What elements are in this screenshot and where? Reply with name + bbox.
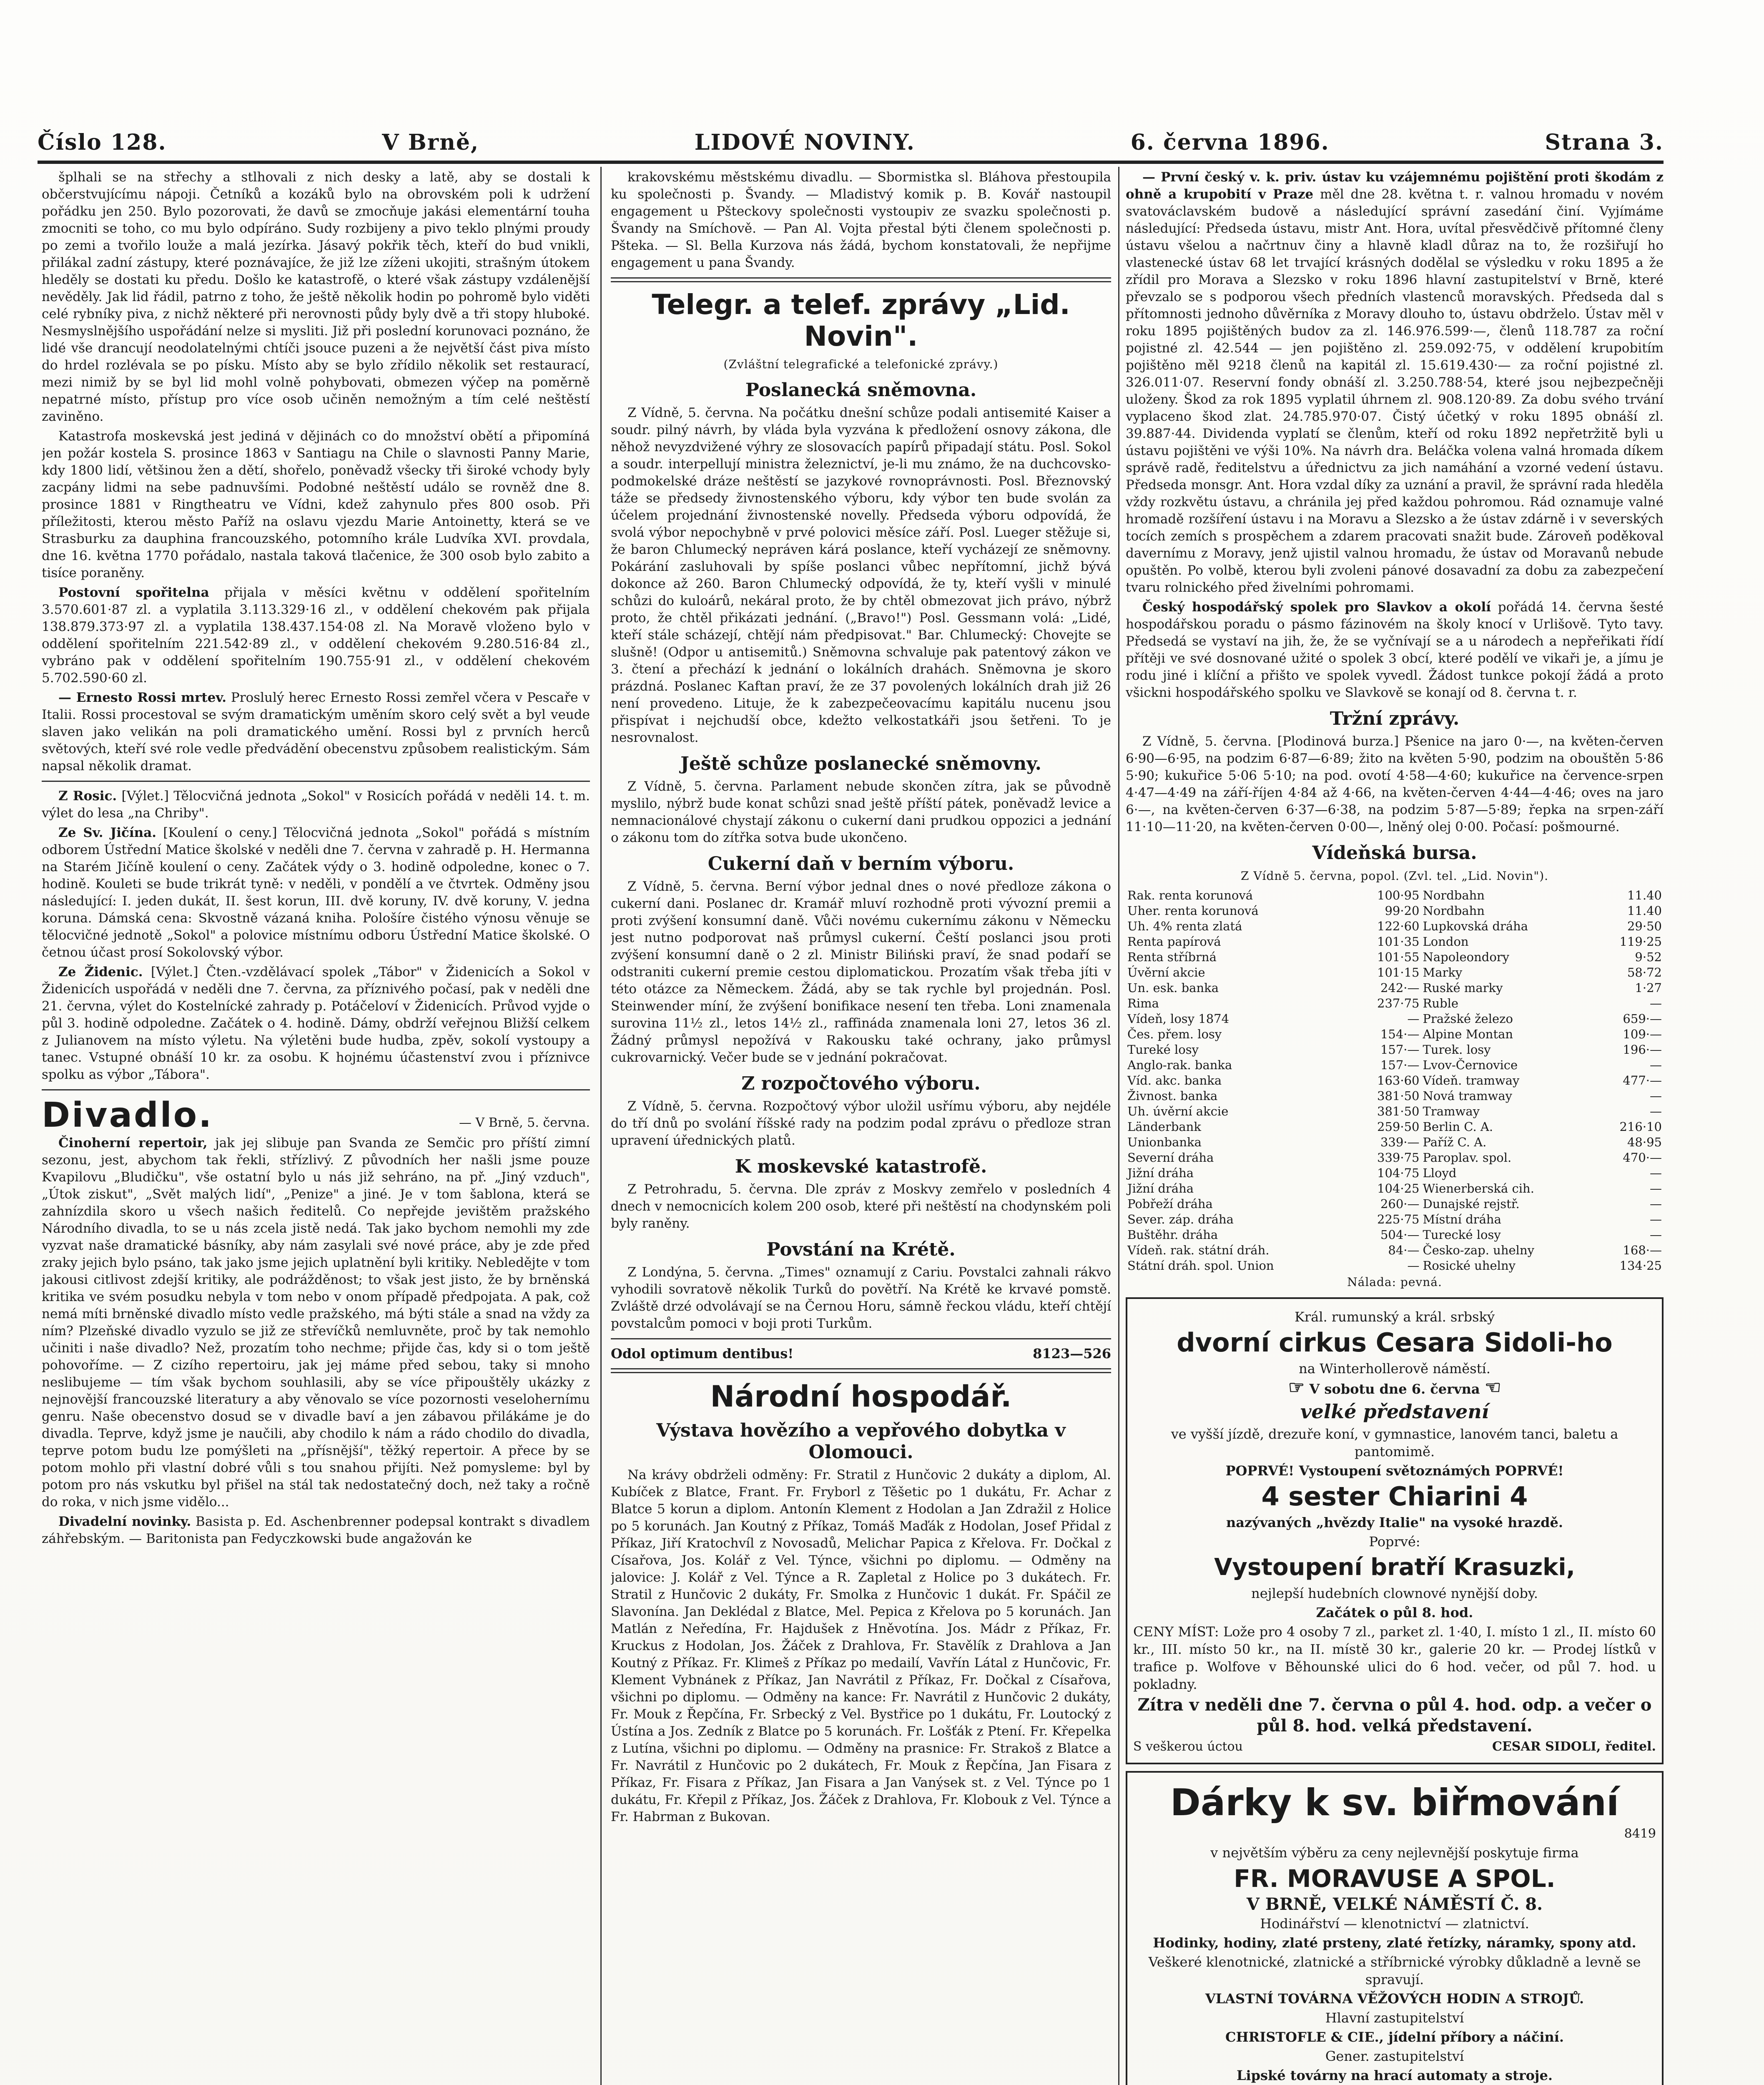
- bursa-security: Berlin C. A.: [1423, 1120, 1493, 1134]
- ad-line: V BRNĚ, VELKÉ NÁMĚSTÍ Č. 8.: [1246, 1894, 1543, 1914]
- news-title: Činoherní repertoir,: [58, 1135, 208, 1151]
- news-item: Ze Sv. Jičína. [Koulení o ceny.] Tělocvičná jednota „Sokol" pořádá s místním odborem Ústřední Matice školské v neděli dne 7. června v zahradě p. H. Hermanna na Starém Jičíně koulení o ceny. Začátek výdy o 3. hodině odpoledne, konec o 7. hodině. Kouleti se bude trikrát tyně: v neděli, v pondělí a ve čtvrtek. Odměny jsou následující: I. jeden dukát, II. šest korun, III. dvě koruny, IV. dvě koruny, V. jedna koruna. Dámská cena: Skvostně vázaná kniha. Pološíre čistého výnosu věnuje se tělocvičné jednotě „Sokol" a polovice místnímu odboru Ústřední Matice školské. O četnou účast prosí Sokolovský výbor.: [42, 825, 590, 960]
- bursa-price: 109·—: [1623, 1027, 1662, 1041]
- column-divider: [1118, 167, 1119, 2085]
- bursa-security: Sever. záp. dráha: [1127, 1212, 1234, 1226]
- ad-line: Král. rumunský a král. srbský: [1294, 1309, 1495, 1325]
- article-title: Povstání na Krétě.: [766, 1239, 956, 1260]
- divider: [611, 1368, 1111, 1373]
- ad-headline: velké představení: [1300, 1400, 1489, 1423]
- ad-line: CHRISTOFLE & CIE., jídelní příbory a náčiní.: [1225, 2029, 1564, 2045]
- bursa-security: Renta papírová: [1127, 934, 1221, 949]
- ad-line: Zítra v neděli dne 7. června o půl 4. hod. odp. a večer o půl 8. hod. velká představení.: [1137, 1695, 1652, 1736]
- ad-line: VLASTNÍ TOVÁRNA VĚŽOVÝCH HODIN A STROJŮ.: [1205, 1991, 1584, 2007]
- bursa-security: Pražské železo: [1423, 1012, 1513, 1026]
- article-text: Z Vídně, 5. června. Na počátku dnešní schůze podali antisemité Kaiser a soudr. pilný návrh, by vláda byla vyzvána k předložení osnovy zákona, dle něhož nevyzdvižené výhry ze slosovacích papírů připadají státu. Posl. Sokol a soudr. interpellují ministra železnictví, je-li mu známo, že na duchcovsko-podmokelské dráze neštěstí se jazykové rovnoprávnosti. Posl. Březnovský táže se předsedy živnostenského výboru, kdy výbor ten bude svolán za účelem projednání živnostenské novelly. Předseda výboru odpovídá, že svolá výbor nepochybně v prvé polovici měsíce září. Posl. Lueger stěžuje si, že baron Chlumecký nepráven kárá poslance, kteří vycházejí ze sněmovny. Pokárání zasluhovali by spíše poslanci vůbec nepřítomní, jichž bývá dokonce až 260. Baron Chlumecký odpovídá, že ty, kteří vyšli v minulé schůzi do kuloárů, nekáral proto, že by chtěl obmezovat jich právo, nýbrž proto, že chtěl přikázati jednání. („Bravo!") Posl. Gessmann volá: „Lidé, kteří stále scházejí, chtějí nám předpisovat." Bar. Chlumecký: Chovejte se slušně! (Odpor u antisemitů.) Sněmovna schvaluje pak patentový zákon ve 3. čtení a přechází k jednání o lokálních drahách. Sněmovna je skoro prázdná. Poslanec Kaftan praví, že ze 37 povolených lokálních drah již 26 není provedeno. Lituje, že k zabezpečeovacímu kapitálu nucenu jsou přispívat i nejchudší obce, kdežto velkostatkáři jsou šetřeni. To je nesrovnalost.: [611, 405, 1111, 745]
- bursa-price: —: [1650, 1197, 1662, 1211]
- article-title: K moskevské katastrofě.: [735, 1156, 987, 1177]
- bursa-price: 225·75: [1377, 1212, 1420, 1226]
- bursa-security: Ruble: [1423, 996, 1459, 1010]
- bursa-price: —: [1650, 1104, 1662, 1118]
- news-title: — První český v. k. priv. ústav ku vzájemnému pojištění proti škodám z ohně a krupobití v Praze: [1126, 170, 1664, 202]
- divider: [611, 277, 1111, 282]
- bursa-price: 659·—: [1623, 1012, 1662, 1026]
- article-text: Z Vídně, 5. června. Rozpočtový výbor uložil usřímu výboru, aby nejdéle do tří dnů po svolání říšské rady na podzim podal zprávu o předloze stran upravení úřednických platů.: [611, 1099, 1111, 1148]
- bursa-security: Rosické uhelny: [1423, 1259, 1516, 1273]
- bursa-price: —: [1650, 1228, 1662, 1242]
- bursa-price: 134·25: [1619, 1259, 1662, 1273]
- divider: [42, 781, 590, 782]
- article-title: Z rozpočtového výboru.: [741, 1073, 981, 1094]
- bursa-price: 101·55: [1377, 950, 1420, 964]
- section-title: Národní hospodář.: [710, 1379, 1012, 1414]
- bursa-security: Víd. akc. banka: [1127, 1073, 1222, 1088]
- ad-line: Gener. zastupitelství: [1325, 2048, 1464, 2064]
- news-item: Český hospodářský spolek pro Slavkov a okolí pořádá 14. června šesté hospodářskou poradu o pásmo fázinovém na školy knocí v Urlišově. Tyto tavy. Předsedá se vystaví na jih, že, že se vyčnívají se a u národech a nepřeřikati řídí přítěji ve své dosnované užité o spolek 3 obcí, které podělí ve vikaři je, a jímu je rodu jiné i klíční a přišto ve spolek vyvedl. Žádost tunkce pokojí žádá a proto všickni hospodářského spolku ve Slavkově se konají od 8. června t. r.: [1126, 600, 1664, 700]
- issue-date: 6. června 1896.: [1130, 129, 1330, 155]
- bursa-security: Vídeň, losy 1874: [1127, 1012, 1230, 1026]
- bursa-price: 104·75: [1377, 1166, 1420, 1180]
- bursa-price: 381·50: [1377, 1104, 1420, 1118]
- circus-advertisement: [1126, 1297, 1664, 1764]
- bursa-security: Napoleondory: [1423, 950, 1510, 964]
- bursa-price: 242·—: [1380, 981, 1420, 995]
- bursa-price: 84·—: [1388, 1243, 1420, 1257]
- bursa-row: [1126, 965, 1664, 980]
- bursa-row: [1126, 980, 1664, 996]
- bursa-price: 259·50: [1377, 1120, 1420, 1134]
- ad-headline: dvorní cirkus Cesara Sidoli-ho: [1177, 1327, 1613, 1358]
- bursa-price: 339·—: [1380, 1135, 1420, 1149]
- bursa-price: 9·52: [1635, 950, 1662, 964]
- bursa-price: 168·—: [1623, 1243, 1662, 1257]
- news-item: Z Rosic. [Výlet.] Tělocvičná jednota „Sokol" v Rosicích pořádá v neděli 14. t. m. výlet do lesa „na Chriby".: [42, 789, 590, 821]
- bursa-security: Turek. losy: [1423, 1042, 1491, 1057]
- bursa-security: Uh. 4% renta zlatá: [1127, 919, 1242, 933]
- ad-signature: S veškerou úctou CESAR SIDOLI, ředitel.: [1133, 1739, 1656, 1754]
- ad-headline: 4 sester Chiarini 4: [1261, 1481, 1528, 1512]
- bursa-price: 99·20: [1385, 904, 1420, 918]
- news-title: Z Rosic.: [58, 789, 117, 804]
- header-place: V Brně,: [382, 129, 479, 155]
- pointing-hand-icon: ☞: [1288, 1377, 1305, 1398]
- bursa-price: 157·—: [1380, 1058, 1420, 1072]
- odol-ad: [611, 1345, 1111, 1362]
- bursa-row: [1126, 1119, 1664, 1135]
- news-title: Český hospodářský spolek pro Slavkov a okolí: [1142, 600, 1491, 615]
- article-title: Poslanecká sněmovna.: [745, 379, 977, 401]
- article-title: Cukerní daň v berním výboru.: [708, 853, 1014, 874]
- news-title: Divadelní novinky.: [58, 1514, 191, 1529]
- bursa-security: Jižní dráha: [1127, 1166, 1194, 1180]
- bursa-security: Ruské marky: [1423, 981, 1503, 995]
- bursa-security: Rak. renta korunová: [1127, 888, 1253, 902]
- divider: [42, 1089, 590, 1090]
- bursa-price: 11.40: [1627, 904, 1662, 918]
- ad-line: Poprvé:: [1369, 1534, 1420, 1550]
- section-subtitle: (Zvláštní telegrafické a telefonické zprávy.): [723, 357, 999, 371]
- bursa-security: Nová tramway: [1423, 1089, 1513, 1103]
- bursa-row: [1126, 903, 1664, 919]
- bursa-security: Buštěhr. dráha: [1127, 1228, 1218, 1242]
- bursa-price: 104·25: [1377, 1181, 1420, 1196]
- bursa-security: Renta stříbrná: [1127, 950, 1217, 964]
- bursa-security: Vídeň. rak. státní dráh.: [1127, 1243, 1270, 1257]
- ad-number: 8419: [1624, 1826, 1656, 1841]
- bursa-security: Státní dráh. spol. Union: [1127, 1259, 1274, 1273]
- bursa-security: Tureké losy: [1127, 1042, 1199, 1057]
- bursa-mood: Nálada: pevná.: [1347, 1275, 1442, 1289]
- bursa-row: [1126, 950, 1664, 965]
- news-title: Ze Židenic.: [58, 965, 143, 980]
- bursa-price: 196·—: [1623, 1042, 1662, 1057]
- news-item: — Ernesto Rossi mrtev. Proslulý herec Ernesto Rossi zemřel včera v Pescaře v Italii. Rossi procestoval se svým dramatickým uměním skoro celý svět a byl veude slaven jako velikán na poli dramatického umění. Rossi byl z prvních herců světových, kteří své role vedle předvádění obecenstvu způsobem realistickým. Sám napsal několik dramat.: [42, 690, 590, 774]
- article-title: Výstava hovězího a vepřového dobytka v Olomouci.: [656, 1420, 1066, 1463]
- bursa-row: [1126, 1011, 1664, 1027]
- odol-number: 8123—526: [1033, 1346, 1111, 1362]
- bursa-security: Wienerberská cih.: [1423, 1181, 1534, 1196]
- news-item: — První český v. k. priv. ústav ku vzájemnému pojištění proti škodám z ohně a krupobití v Praze měl dne 28. května t. r. valnou hromadu v novém svatováclavském budově a následující správní zasedání činí. Vyjímáme následující: Předseda ústavu, mistr Ant. Hora, uvítal přesvědčivě přítomné členy ústavu všelou a načrtnuv činy a hlavně kladl důraz na to, že rozšiřují ho vlastenecké ústav 68 let trvající krásných dodělal se výsledku v roku 1895 a že zřídil pro Morava a Slezsko v roku 1896 hlavní zastupitelství v Brně, které převzalo se s podporou všech předních vlastenců moravských. Předseda dal s přítomnosti jednoho důvěrníka z Moravy dlouho to, ústavu obdrželo. Ústav měl v roku 1895 pojištěných budov za zl. 146.976.599·—, členů 118.787 za roční pojistné zl. 42.544 — jen pojištěno zl. 259.092·75, v oddělení krupobitím pojištěno měl 9218 členů na kapitál zl. 15.619.430·— za roční pojistné zl. 326.011·07. Reservní fondy obnáší zl. 3.250.788·54, které jsou nejbezpečněji uloženy. Škod za rok 1895 vyplatil úhrnem zl. 908.120·89. Za dobu svého trvání vyplaceno škod zlat. 24.785.970·07. Čistý účetký v roku 1895 obnáší zl. 39.887·44. Dividenda vyplatí se členům, kteří od roku 1892 nepřetržitě byli u ústavu pojištěni ve výši 10%. Na návrh dra. Beláčka volena valná hromada díkem správě radě, ředitelstvu a úřednictvu za jich namáhání a vzorné vedení ústavu. Předseda monsgr. Ant. Hora vzdal díky za uznání a pravil, že správní rada hleděla vždy rozkvětu ústavu, a chránila jej před každou pohromou. Rád oznamuje valné hromadě rozšíření ústavu i na Moravu a Slezsko a že ústav zdárně i v severských tocích zemích s prospěchem a zdarem pracovati snažit bude. Zároveň poděkoval davernímu z Moravy, jenž ujistil valnou hromadu, že ústav od Moravanů nebude opuštěn. Po volbě, kterou byli zvoleni pánové dosavadní za dobu za zabezpečení tvaru rolnického před živelními pohromami.: [1126, 170, 1664, 595]
- bursa-row: [1126, 1150, 1664, 1166]
- article-text: Na krávy obdrželi odměny: Fr. Stratil z Hunčovic 2 dukáty a diplom, Al. Kubíček z Blatce, Frant. Fr. Fryborl z Těšetic po 1 dukátu, Fr. Achar z Blatce 5 korun a diplom. Antonín Klement z Hodolan a Jan Zdražil z Holice po 5 korunách. Jan Koutný z Příkaz, Tomáš Maďák z Hodolan, Josef Přidal z Příkaz, Jiří Kratochvíl z Novosadů, Melichar Papica z Křelova. Fr. Dočkal z Císařova, Jos. Kolář z Vel. Týnce, všichni po diplomu. — Odměny na jalovice: J. Kolář z Vel. Týnce a R. Zapletal z Holice po 3 dukátech. Fr. Stratil z Hunčovic 2 dukáty, Fr. Smolka z Hunčovic 1 dukát. Fr. Spáčil ze Slavonína. Jan Deklédal z Blatce, Mel. Pepica z Křelova po 5 korunách. Jan Matlán z Neředína, Fr. Hajdušek z Hněvotína. Jos. Mádr z Příkaz, Fr. Kruckus z Hodolan, Jos. Žáček z Drahlova, Fr. Stavělík z Drahlova a Jan Koutný z Příkaz. Fr. Klimeš z Příkaz po medailí, Vavřín Látal z Hunčovic, Fr. Klement Vybnánek z Příkaz, Jan Navrátil z Příkaz, Fr. Dočkal z Císařova, všichni po diplomu. — Odměny na kance: Fr. Navrátil z Hunčovic 2 dukáty, Fr. Mouk z Řepčína, Fr. Srbecký z Vel. Bystřice po 1 dukátu, Fr. Loutocký z Ústína a Jos. Zedník z Blatce po 5 korunách. Fr. Lošťák z Ptení. Fr. Křepelka z Lutína, všichni po diplomu. — Odměny na prasnice: Fr. Strakoš z Blatce a Fr. Navrátil z Hunčovic po 2 dukátech, Fr. Mouk z Řepčína, Jan Fisara z Příkaz, Fr. Fisara z Příkaz, Jan Fisara a Jan Vanýsek st. z Vel. Týnce po 1 dukátu, Fr. Křepil z Příkaz, Jos. Žáček z Drahlova, Fr. Klobouk z Vel. Týnce a Fr. Habrman z Bukovan.: [611, 1467, 1111, 1824]
- ad-line: Veškeré klenotnické, zlatnické a stříbrnické výrobky důkladně a levně se spravují.: [1148, 1954, 1641, 1987]
- bursa-price: 101·35: [1377, 934, 1420, 949]
- bursa-security: Úvěrní akcie: [1127, 965, 1205, 980]
- newspaper-name: LIDOVÉ NOVINY.: [694, 129, 915, 155]
- bursa-security: Länderbank: [1127, 1120, 1201, 1134]
- ad-headline: Dárky k sv. biřmování: [1170, 1781, 1619, 1824]
- issue-number: Číslo 128.: [38, 129, 167, 155]
- article-text: šplhali se na střechy a stlhovali z nich desky a latě, aby se dostali k občerstvujícímu nápoji. Četníků a kozáků bylo na obrovském poli k udržení pořádku jen 250. Bylo pozorovati, že davů se zmocňuje jakási elementární touha zmocniti se toho, co mu bylo odpíráno. Sudy rozbijeny a pivo teklo plnými proudy po zemi a tvořilo louže a malá jezírka. Jásavý pokřik těch, kteří do bud vnikli, přilákal zadní zástupy, které poznávajíce, že již lze zíženi ukojiti, strašným útokem hleděly se dostati ku předu. Došlo ke katastrofě, o které však zástupy vzdálenější nevěděly. Jak lid řádil, patrno z toho, že ještě několik hodin po pohromě bylo viděti celé rybníky piva, z nichž některé při nerovnosti půdy byly dvě a tři stopy hluboké. Nesmyslnějšího uspořádání nelze si mysliti. Již při poslední korunovaci poznáno, že lidé vše drancují neodolatelnými chtíči jsouce puzeni a že největší část piva místo do hrdel rozlévala se po písku. Místo aby se bylo zřídilo několik set restaurací, mezi nimiž by se byl lid mohl volně pohybovati, obmezen výčep na poměrně nepatrné místo, přístup pro více osob učiněn nemožným a tím celé neštěstí zaviněno.: [42, 170, 590, 424]
- ad-line: ve vyšší jízdě, drezuře koní, v gymnastice, lanovém tanci, baletu a pantomimě.: [1171, 1426, 1618, 1460]
- bursa-row: [1126, 1181, 1664, 1196]
- section-header: [42, 1096, 590, 1135]
- article-title: Vídeňská bursa.: [1312, 842, 1477, 864]
- header-rule: [38, 161, 1664, 164]
- article-text: Z Petrohradu, 5. června. Dle zpráv z Moskvy zemřelo v posledních 4 dnech v nemocnicích kolem 200 osob, které při neštěstí na chodynském poli byly raněny.: [611, 1182, 1111, 1231]
- bursa-security: Nordbahn: [1423, 904, 1485, 918]
- page-number: Strana 3.: [1545, 129, 1664, 155]
- jewelry-advertisement: [1126, 1771, 1664, 2085]
- ad-line: POPRVÉ! Vystoupení světoznámých POPRVÉ!: [1225, 1463, 1564, 1479]
- news-title: — Ernesto Rossi mrtev.: [58, 690, 227, 705]
- bursa-price: —: [1650, 1058, 1662, 1072]
- bursa-row: [1126, 996, 1664, 1011]
- article-text: Z Vídně, 5. června. [Plodinová burza.] Pšenice na jaro 0·—, na květen-červen 6·90—6·95, na podzim 6·87—6·89; žito na květen 5·90, podzim na obouštěn 5·86 5·90; kukuřice 5·06 5·10; na pod. ovotí 4·58—4·60; kukuřice na července-srpen 4·47—4·49 na září-říjen 4·84 až 4·66, na květen-červen 4·44—4·46; oves na jaro 6·—, na květen-červen 6·37—6·38, na podzim 5·87—5·89; řepka na srpen-září 11·10—11·20, na květen-červen 0·00—, lněný olej 0·00. Počasí: pošmourné.: [1126, 734, 1664, 834]
- column-divider: [600, 167, 602, 2085]
- ad-line: na Winterhollerově náměstí.: [1299, 1361, 1490, 1377]
- bursa-security: Lvov-Černovice: [1423, 1058, 1518, 1072]
- news-item: Postovní spořitelna přijala v měsíci květnu v oddělení spořitelním 3.570.601·87 zl. a vyplatila 3.113.329·16 zl., v oddělení chekovém pak přijala 138.879.373·97 zl. a vyplatila 138.437.154·08 zl. Na Moravě vloženo bylo v oddělení spořitelním 221.542·89 zl., v oddělení chekovém 9.280.516·84 zl., vybráno pak v oddělení spořitelním 190.755·91 zl., v oddělení chekovém 5.702.590·60 zl.: [42, 585, 590, 686]
- article-title: Tržní zprávy.: [1330, 708, 1460, 729]
- bursa-security: Un. esk. banka: [1127, 981, 1219, 995]
- bursa-row: [1126, 1027, 1664, 1042]
- bursa-row: [1126, 1227, 1664, 1243]
- article-text: Z Londýna, 5. června. „Times" oznamují z Cariu. Povstalci zahnali rákvo vyhodili sovratově několik Turků do povětří. Na Krétě ke krvavé pomstě. Zvláště drzé odvolávají se na Černou Horu, sámně řeckou vládu, kteří chtějí povstalcům pomoci v boji proti Turkům.: [611, 1265, 1111, 1331]
- divider: [611, 1338, 1111, 1339]
- bursa-security: Paroplav. spol.: [1423, 1151, 1512, 1165]
- bursa-price: 470·—: [1623, 1151, 1662, 1165]
- bursa-table: [1126, 888, 1664, 1274]
- pointing-hand-icon: ☞: [1484, 1377, 1501, 1398]
- ad-line: CENY MÍST: Lože pro 4 osoby 7 zl., parket zl. 1·40, I. místo 1 zl., II. místo 60 kr., III. místo 50 kr., na II. místě 30 kr., galerie 20 kr. — Prodej lístků v trafice p. Wolfove v Běhounské ulici do 6 hod. večer, od půl 7. hod. u pokladny.: [1133, 1624, 1656, 1692]
- bursa-security: London: [1423, 934, 1469, 949]
- ad-line: Hlavní zastupitelství: [1325, 2010, 1464, 2026]
- bursa-row: [1126, 1243, 1664, 1258]
- bursa-security: Dunajské rejstř.: [1423, 1197, 1520, 1211]
- bursa-price: —: [1407, 1259, 1420, 1273]
- bursa-security: Nordbahn: [1423, 888, 1485, 902]
- news-title: Ze Sv. Jičína.: [58, 825, 157, 840]
- bursa-security: Lupkovská dráha: [1423, 919, 1528, 933]
- bursa-security: Unionbanka: [1127, 1135, 1202, 1149]
- bursa-price: —: [1650, 1212, 1662, 1226]
- bursa-security: Pobřeží dráha: [1127, 1197, 1213, 1211]
- news-title: Postovní spořitelna: [58, 585, 209, 600]
- section-title: Divadlo.: [42, 1095, 213, 1135]
- bursa-row: [1126, 919, 1664, 934]
- ad-line: nazývaných „hvězdy Italie" na vysoké hrazdě.: [1226, 1515, 1563, 1530]
- bursa-price: —: [1650, 1089, 1662, 1103]
- bursa-price: 477·—: [1623, 1073, 1662, 1088]
- bursa-row: [1126, 1058, 1664, 1073]
- bursa-security: Jižní dráha: [1127, 1181, 1194, 1196]
- bursa-price: 101·15: [1377, 965, 1420, 980]
- news-item: Činoherní repertoir, jak jej slibuje pan Svanda ze Semčic pro příští zimní sezonu, jest, abychom tak řekli, střízlivý. Z původních her našli jsme pouze Kvapilovu „Bludičku", vše ostatní bylo u nás již sehráno, na př. „Jiný vzduch", „Útok ziskut", „Svět malých lidí", „Penize" a jiné. Je v tom šablona, která se zahnízdila skoro u všech našich ředitelů. Co nepřejde jevištěm pražského Národního divadla, to se u nás zcela jistě nedá. Tak jako bychom nemohli my zde vyzvat naše dramatické básníky, aby nám zasylali své nové práce, aby je zde před zraky jejich bylo psáno, tak jako jsme jejich uplatnění byli kritiky. Nebledějte v tom jakousi citlivost zdejší kritiky, ale podrážděnost; to však jest jisto, že by brněnská kritika ve svém posudku nebyla v tom nebo v onom případě předpojata. A pak, což nemá míti brněnské divadlo místo vedle pražského, má býti stále a snad na vždy za ním? Plzeňské divadlo vyzulo se již ze střevíčků nemluvněte, proč by tak nemohlo učiniti i naše divadlo? Než, prozatím toho nechme; přijde čas, kdy si o tom ještě pohovoříme. — Z cizího repertoiru, jak jej máme před sebou, taky si mnoho neslibujeme — tím však bychom souhlasili, aby se více připouštěly ukázky z nejnovější francouzské literatury a aby věnovalo se více pozornosti veselohernímu genru. Naše obecenstvo dosud se v divadle baví a jen zábavou přilákáme je do divadla. Teprve, když jsme je naučili, aby chodilo k nám a rádo chodilo do divadla, teprve potom budu lze pomýšleti na „přísnější", těžký repertoir. A přece by se potom mohlo při vlastní dobré vůli s tou snahou přijíti. Než pomysleme: byl by potom pro nás vskutku byl přišel na stál tak nedostatečný doch, než taky a ročně do roka, v nich jsme vidělo...: [42, 1135, 590, 1510]
- bursa-price: 154·—: [1380, 1027, 1420, 1041]
- bursa-row: [1126, 1104, 1664, 1119]
- article-text: Katastrofa moskevská jest jediná v dějinách co do množství obětí a připomíná jen požár kostela S. prosince 1863 v Santiagu na Chile o slavnosti Panny Marie, kdy 1800 lidí, většinou žen a dětí, shořelo, poněvadž všecky tři široké vchody byly zacpány lidmi na sebe padnuvšími. Podobné neštěstí událo se rovněž dne 8. prosince 1881 v Ringtheatru ve Vídni, kdež zahynulo přes 800 osob. Při příležitosti, kterou město Paříž na oslavu vjezdu Marie Antoinetty, která se ve Strasburku za dauphina francouzského, potomního krále Ludvíka XVI. provdala, dne 16. května 1770 pořádalo, nastala taková tlačenice, že 300 osob bylo zabito a tisíce poraněny.: [42, 429, 590, 580]
- bursa-security: Paříž C. A.: [1423, 1135, 1487, 1149]
- section-dateline: — V Brně, 5. června.: [459, 1115, 590, 1130]
- bursa-price: 100·95: [1377, 888, 1420, 902]
- bursa-price: 237·75: [1377, 996, 1420, 1010]
- ad-line: nejlepší hudebních clownové nynější doby.: [1251, 1585, 1538, 1601]
- bursa-row: [1126, 1042, 1664, 1058]
- bursa-price: 29·50: [1627, 919, 1662, 933]
- column-2: [611, 169, 1111, 2085]
- ad-line: Hodinky, hodiny, zlaté prsteny, zlaté řetízky, náramky, spony atd.: [1153, 1935, 1636, 1951]
- article-text: Z Vídně, 5. června. Berní výbor jednal dnes o nové předloze zákona o cukerní dani. Poslanec dr. Kramář mluví rozhodně proti vývozní premii a proti zvýšení konsumní daně. Vůči novému cukernímu zákonu v Německu jest nutno podporovat naš průmysl cukerní. Čeští poslanci jsou proti zvýšení konsumní daně o 2 zl. Ministr Biliński praví, že snad podaří se odstraniti cukerní premie cestou diplomatickou. Prozatím však třeba jíti v této otázce za Německem. Žádá, aby se tak rychle byl projednán. Posl. Steinwender míní, že zvýšení bonifikace nesení ten třeba. Loni znamenala surovina 11½ zl., letos 14½ zl., raffináda znamenala loni 27, letos 36 zl. Žádný průmysl nepožívá v Rakousku také ochrany, jako průmysl cukrovarnický. Večer bude se v jednání pokračovat.: [611, 879, 1111, 1065]
- bursa-security: Česko-zap. uhelny: [1423, 1243, 1535, 1257]
- bursa-price: 119·25: [1619, 934, 1662, 949]
- bursa-security: Uher. renta korunová: [1127, 904, 1259, 918]
- bursa-price: 339·75: [1377, 1151, 1420, 1165]
- bursa-row: [1126, 1166, 1664, 1181]
- bursa-security: Čes. přem. losy: [1127, 1027, 1222, 1041]
- bursa-price: —: [1407, 1012, 1420, 1026]
- bursa-price: 122·60: [1377, 919, 1420, 933]
- bursa-security: Severní dráha: [1127, 1151, 1214, 1165]
- section-title: Telegr. a telef. zprávy „Lid. Novin".: [652, 289, 1070, 352]
- page-header: [38, 126, 1664, 158]
- bursa-price: 58·72: [1627, 965, 1662, 980]
- bursa-price: 48·95: [1627, 1135, 1662, 1149]
- bursa-row: [1126, 1258, 1664, 1274]
- bursa-price: 157·—: [1380, 1042, 1420, 1057]
- bursa-price: —: [1650, 996, 1662, 1010]
- ad-headline: Vystoupení bratří Krasuzki,: [1214, 1554, 1575, 1581]
- bursa-security: Alpine Montan: [1423, 1027, 1513, 1041]
- column-1: [42, 169, 590, 2085]
- bursa-price: —: [1650, 1166, 1662, 1180]
- bursa-security: Živnost. banka: [1127, 1089, 1218, 1103]
- bursa-security: Turecké losy: [1423, 1228, 1501, 1242]
- bursa-dateline: Z Vídně 5. června, popol. (Zvl. tel. „Lid. Novin").: [1240, 869, 1549, 883]
- column-3: [1126, 169, 1664, 2085]
- bursa-price: 163·60: [1377, 1073, 1420, 1088]
- bursa-security: Marky: [1423, 965, 1463, 980]
- ad-line: ☞ V sobotu dne 6. června ☞: [1288, 1377, 1501, 1398]
- ad-line: v největším výběru za ceny nejlevnější poskytuje firma: [1210, 1845, 1579, 1861]
- bursa-security: Místní dráha: [1423, 1212, 1501, 1226]
- bursa-row: [1126, 888, 1664, 903]
- odol-slogan: Odol optimum dentibus!: [611, 1346, 794, 1362]
- article-title: Ještě schůze poslanecké sněmovny.: [680, 753, 1041, 774]
- bursa-row: [1126, 1073, 1664, 1088]
- bursa-row: [1126, 934, 1664, 950]
- news-item: Ze Židenic. [Výlet.] Čten.-vzdělávací spolek „Tábor" v Židenicích a Sokol v Židenicích uspořádá v neděli dne 7. června, za příznivého počasí, pak v neděli dne 21. června, výlet do Kostelnícké zahrady p. Potáčeloví v Židenicích. Průvod vyjde o půl 3. hodině odpoledne. Začátek o 4. hodině. Dámy, obdrží veřejnou Bližší celkem z Julianovem na místo výletu. Na výletěni bude hudba, zpěv, sokolí vystoupy a tanec. Vstupné obnáší 10 kr. za osobu. K hojnému účastenství zvou i příznivce spolku as výbor „Tábora".: [42, 965, 590, 1082]
- ad-headline: FR. MORAVUSE A SPOL.: [1234, 1864, 1556, 1893]
- bursa-row: [1126, 1135, 1664, 1150]
- bursa-security: Lloyd: [1423, 1166, 1457, 1180]
- bursa-row: [1126, 1196, 1664, 1212]
- bursa-security: Anglo-rak. banka: [1127, 1058, 1232, 1072]
- ad-line: Začátek o půl 8. hod.: [1316, 1605, 1473, 1620]
- article-text: krakovskému městskému divadlu. — Sbormistka sl. Bláhova přestoupila ku společnosti p. Švandy. — Mladistvý komik p. B. Kovář nastoupil engagement u Pšteckovy společnosti vystoupiv ze svazku společnosti p. Švandy na Smíchově. — Pan Al. Vojta přestal býti členem společnosti p. Pšteka. — Sl. Bella Kurzova nás žádá, bychom konstatovali, že nepřijme engagement u pana Švandy.: [611, 170, 1111, 270]
- ad-line: Hodinářství — klenotnictví — zlatnictví.: [1260, 1916, 1529, 1932]
- news-item: Divadelní novinky. Basista p. Ed. Aschenbrenner podepsal kontrakt s divadlem záhřebským. — Baritonista pan Fedyczkowski bude angažován ke: [42, 1514, 590, 1546]
- bursa-price: 11.40: [1627, 888, 1662, 902]
- bursa-price: —: [1650, 1181, 1662, 1196]
- bursa-price: 381·50: [1377, 1089, 1420, 1103]
- bursa-security: Vídeň. tramway: [1423, 1073, 1520, 1088]
- ad-line: Lipské továrny na hrací automaty a stroje.: [1237, 2067, 1553, 2083]
- bursa-security: Uh. úvěrní akcie: [1127, 1104, 1229, 1118]
- bursa-price: 260·—: [1380, 1197, 1420, 1211]
- bursa-price: 216·10: [1619, 1120, 1662, 1134]
- bursa-row: [1126, 1212, 1664, 1227]
- bursa-row: [1126, 1088, 1664, 1104]
- article-text: Z Vídně, 5. června. Parlament nebude skončen zítra, jak se původně myslilo, nýbrž bude konat schůzi snad ještě příští pátek, poněvadž levice a nemnacionálové chystají zákonu o cukerní dani prudkou oppozici a jednání o zákonu tom do zítřka sotva bude ukončeno.: [611, 779, 1111, 845]
- bursa-price: 1·27: [1635, 981, 1662, 995]
- bursa-security: Tramway: [1423, 1104, 1480, 1118]
- bursa-security: Rima: [1127, 996, 1159, 1010]
- bursa-price: 504·—: [1380, 1228, 1420, 1242]
